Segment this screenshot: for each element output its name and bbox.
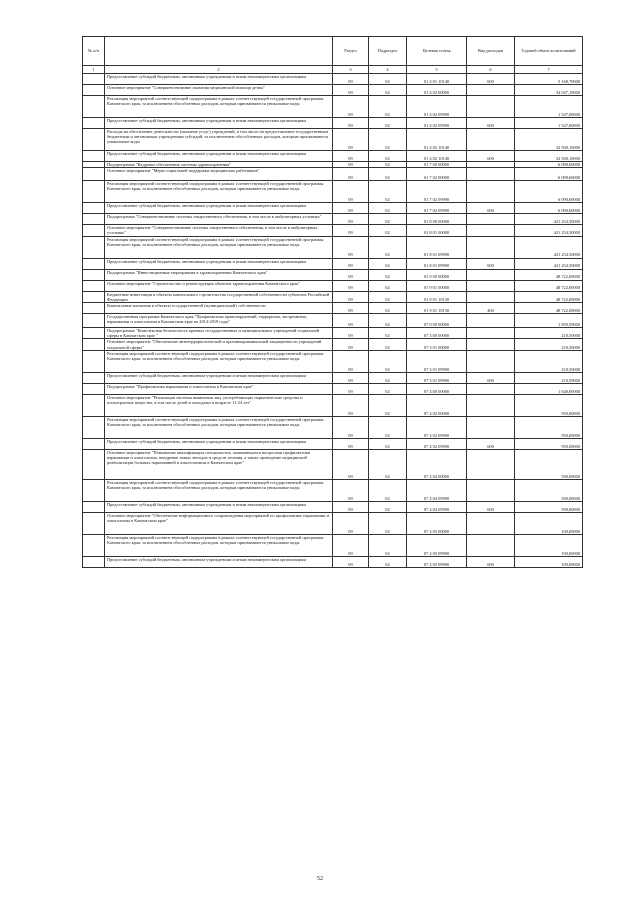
budget-table xyxy=(82,36,583,568)
amount-cell: 34 047,10000 xyxy=(515,85,583,96)
number-cell xyxy=(83,269,105,280)
amount-cell: 1 547,00000 xyxy=(515,118,583,129)
target-article-cell: 01 7 02 00000 xyxy=(407,168,467,181)
number-cell xyxy=(83,74,105,85)
expense-type-cell xyxy=(467,129,515,151)
amount-cell: 950,00000 xyxy=(515,416,583,438)
subsection-cell: 02 xyxy=(369,151,407,162)
name-cell: Предоставление субсидий бюджетным, автономным учреждениям и иным некоммерческим организациям xyxy=(105,372,333,383)
table-row xyxy=(83,479,583,501)
section-cell: 09 xyxy=(333,129,369,151)
number-cell xyxy=(83,118,105,129)
name-cell: Реализация мероприятий соответствующей подпрограммы в рамках соответствующей государственной программы Камчатского края, за исключением обособленных расходов, которым присваиваются уникальные коды xyxy=(105,534,333,556)
table-row xyxy=(83,129,583,151)
table-row xyxy=(83,214,583,225)
expense-type-cell xyxy=(467,236,515,258)
name-cell: Капитальные вложения в объекты государственной (муниципальной) собственности xyxy=(105,303,333,314)
amount-cell: 950,00000 xyxy=(515,394,583,416)
expense-type-cell xyxy=(467,350,515,372)
number-cell xyxy=(83,85,105,96)
name-cell: Предоставление субсидий бюджетным, автономным учреждениям и иным некоммерческим организациям xyxy=(105,438,333,449)
number-cell xyxy=(83,129,105,151)
amount-cell: 421 254,50000 xyxy=(515,258,583,269)
subsection-cell: 02 xyxy=(369,118,407,129)
expense-type-cell: 600 xyxy=(467,118,515,129)
number-cell xyxy=(83,168,105,181)
expense-type-cell: 600 xyxy=(467,203,515,214)
subsection-cell: 02 xyxy=(369,269,407,280)
expense-type-cell xyxy=(467,416,515,438)
amount-cell: 48 722,00000 xyxy=(515,291,583,302)
section-cell: 09 xyxy=(333,118,369,129)
target-article-cell: 01 4 02 10140 xyxy=(407,129,467,151)
expense-type-cell: 400 xyxy=(467,303,515,314)
table-row xyxy=(83,449,583,479)
amount-cell: 210,50000 xyxy=(515,328,583,339)
expense-type-cell xyxy=(467,225,515,236)
section-cell: 09 xyxy=(333,280,369,291)
expense-type-cell xyxy=(467,280,515,291)
subsection-cell: 02 xyxy=(369,479,407,501)
expense-type-cell xyxy=(467,383,515,394)
name-cell: Основное мероприятие "Совершенствование оказания медицинской помощи детям" xyxy=(105,85,333,96)
name-cell: Предоставление субсидий бюджетным, автономным учреждениям и иным некоммерческим организациям xyxy=(105,74,333,85)
name-cell: Реализация мероприятий соответствующей подпрограммы в рамках соответствующей государственной программы Камчатского края, за исключением обособленных расходов, которым присваиваются уникальные коды xyxy=(105,181,333,203)
amount-cell: 32 500,10000 xyxy=(515,129,583,151)
col-header-subsection: Подраздел xyxy=(369,37,407,66)
name-cell: Основное мероприятие "Реализация системы выявления лиц, употребляющих наркотические средства и психотропные вещества, в том числе детей и молодежи в возрасте 11-24 лет" xyxy=(105,394,333,416)
amount-cell: 100,00000 xyxy=(515,512,583,534)
subsection-cell: 02 xyxy=(369,181,407,203)
subsection-cell: 02 xyxy=(369,394,407,416)
table-row xyxy=(83,372,583,383)
expense-type-cell xyxy=(467,314,515,328)
target-article-cell: 07 4 02 09990 xyxy=(407,438,467,449)
expense-type-cell xyxy=(467,328,515,339)
column-number: 4 xyxy=(369,66,407,74)
amount-cell: 100,00000 xyxy=(515,534,583,556)
section-cell: 09 xyxy=(333,394,369,416)
table-row xyxy=(83,438,583,449)
section-cell: 09 xyxy=(333,303,369,314)
name-cell: Реализация мероприятий соответствующей подпрограммы в рамках соответствующей государственной программы Камчатского края, за исключением обособленных расходов, которым присваиваются уникальные коды xyxy=(105,350,333,372)
subsection-cell: 02 xyxy=(369,74,407,85)
name-cell: Основное мероприятие "Строительство и реконструкция объектов здравоохранения Камчатского края" xyxy=(105,280,333,291)
subsection-cell: 02 xyxy=(369,328,407,339)
target-article-cell: 01 7 02 09990 xyxy=(407,181,467,203)
subsection-cell: 02 xyxy=(369,258,407,269)
target-article-cell: 01 4 02 10140 xyxy=(407,151,467,162)
number-cell xyxy=(83,96,105,118)
subsection-cell: 02 xyxy=(369,280,407,291)
section-cell: 09 xyxy=(333,350,369,372)
number-cell xyxy=(83,479,105,501)
name-cell: Подпрограмма "Инвестиционные мероприятия в здравоохранении Камчатского края" xyxy=(105,269,333,280)
amount-cell: 950,00000 xyxy=(515,438,583,449)
expense-type-cell xyxy=(467,534,515,556)
column-number: 2 xyxy=(105,66,333,74)
target-article-cell: 01 7 00 00000 xyxy=(407,162,467,168)
section-cell: 09 xyxy=(333,236,369,258)
target-article-cell: 01 8 01 09990 xyxy=(407,236,467,258)
table-row xyxy=(83,280,583,291)
amount-cell: 48 722,00000 xyxy=(515,280,583,291)
subsection-cell: 02 xyxy=(369,350,407,372)
table-row xyxy=(83,314,583,328)
name-cell: Основное мероприятие "Повышение квалификации специалистов, занимающихся вопросами профилактики наркомании и алкоголизма, внедрение новых методов и средств лечения, а также проведение медицинской реабилитации больных наркоманией и алкоголизмом в Камчатском крае" xyxy=(105,449,333,479)
name-cell: Предоставление субсидий бюджетным, автономным учреждениям и иным некоммерческим организациям xyxy=(105,258,333,269)
number-cell xyxy=(83,203,105,214)
col-header-section: Раздел xyxy=(333,37,369,66)
section-cell: 09 xyxy=(333,416,369,438)
table-row xyxy=(83,269,583,280)
amount-cell: 1 850,50000 xyxy=(515,314,583,328)
expense-type-cell xyxy=(467,394,515,416)
name-cell: Предоставление субсидий бюджетным, автономным учреждениям и иным некоммерческим организациям xyxy=(105,118,333,129)
target-article-cell: 01 8 01 09990 xyxy=(407,258,467,269)
number-cell xyxy=(83,339,105,350)
target-article-cell: 07 4 04 00000 xyxy=(407,449,467,479)
number-cell xyxy=(83,512,105,534)
name-cell: Государственная программа Камчатского края "Профилактика правонарушений, терроризма, экстремизма, наркомании и алкоголизма в Камчатском крае на 2014-2018 годы" xyxy=(105,314,333,328)
target-article-cell: 07 0 00 00000 xyxy=(407,314,467,328)
name-cell: Реализация мероприятий соответствующей подпрограммы в рамках соответствующей государственной программы Камчатского края, за исключением обособленных расходов, которым присваиваются уникальные коды xyxy=(105,479,333,501)
section-cell: 09 xyxy=(333,203,369,214)
section-cell: 09 xyxy=(333,168,369,181)
number-cell xyxy=(83,303,105,314)
name-cell: Основное мероприятие "Обеспечение информационного сопровождения мероприятий по профилактике наркомании и алкоголизма в Камчатском крае" xyxy=(105,512,333,534)
target-article-cell: 01 4 02 09990 xyxy=(407,96,467,118)
table-row xyxy=(83,203,583,214)
name-cell: Бюджетные инвестиции в объекты капитального строительства государственной собственности субъектов Российской Федерации xyxy=(105,291,333,302)
section-cell: 09 xyxy=(333,479,369,501)
subsection-cell: 02 xyxy=(369,225,407,236)
target-article-cell: 01 9 01 10130 xyxy=(407,303,467,314)
amount-cell: 48 722,00000 xyxy=(515,303,583,314)
amount-cell: 590,00000 xyxy=(515,501,583,512)
section-cell: 09 xyxy=(333,214,369,225)
number-cell xyxy=(83,372,105,383)
table-row xyxy=(83,416,583,438)
section-cell: 09 xyxy=(333,151,369,162)
table-row xyxy=(83,328,583,339)
target-article-cell: 01 8 00 00000 xyxy=(407,214,467,225)
number-cell xyxy=(83,236,105,258)
section-cell: 09 xyxy=(333,512,369,534)
name-cell: Подпрограмма "Комплексная безопасность краевых государственных и муниципальных учреждений социальной сферы в Камчатском крае " xyxy=(105,328,333,339)
column-number: 7 xyxy=(515,66,583,74)
section-cell: 09 xyxy=(333,501,369,512)
name-cell: Предоставление субсидий бюджетным, автономным учреждениям и иным некоммерческим организациям xyxy=(105,556,333,567)
target-article-cell: 01 4 01 10140 xyxy=(407,74,467,85)
expense-type-cell: 600 xyxy=(467,151,515,162)
expense-type-cell: 600 xyxy=(467,372,515,383)
section-cell: 09 xyxy=(333,383,369,394)
target-article-cell: 07 4 05 09990 xyxy=(407,556,467,567)
name-cell: Основное мероприятие "Обеспечение антитеррористической и противокриминальной защищенности учреждений социальной сферы" xyxy=(105,339,333,350)
subsection-cell: 02 xyxy=(369,214,407,225)
col-header-target-article: Целевая статья xyxy=(407,37,467,66)
subsection-cell: 02 xyxy=(369,383,407,394)
number-cell xyxy=(83,314,105,328)
table-row xyxy=(83,168,583,181)
subsection-cell: 02 xyxy=(369,556,407,567)
number-cell xyxy=(83,291,105,302)
expense-type-cell: 600 xyxy=(467,501,515,512)
target-article-cell: 07 4 04 09990 xyxy=(407,479,467,501)
target-article-cell: 01 7 02 09990 xyxy=(407,203,467,214)
table-row xyxy=(83,291,583,302)
section-cell: 09 xyxy=(333,291,369,302)
subsection-cell: 02 xyxy=(369,85,407,96)
section-cell: 09 xyxy=(333,328,369,339)
target-article-cell: 07 3 01 09990 xyxy=(407,350,467,372)
subsection-cell: 02 xyxy=(369,449,407,479)
amount-cell: 100,00000 xyxy=(515,556,583,567)
amount-cell: 421 254,50000 xyxy=(515,214,583,225)
amount-cell: 421 254,50000 xyxy=(515,225,583,236)
expense-type-cell xyxy=(467,339,515,350)
column-number: 6 xyxy=(467,66,515,74)
section-cell: 09 xyxy=(333,339,369,350)
subsection-cell: 02 xyxy=(369,236,407,258)
number-cell xyxy=(83,534,105,556)
column-number-row xyxy=(83,66,583,74)
amount-cell: 48 722,00000 xyxy=(515,269,583,280)
target-article-cell: 07 3 01 00000 xyxy=(407,339,467,350)
subsection-cell: 02 xyxy=(369,203,407,214)
name-cell: Подпрограмма "Совершенствование системы лекарственного обеспечения, в том числе в амбулаторных условиях" xyxy=(105,214,333,225)
table-row xyxy=(83,383,583,394)
number-cell xyxy=(83,258,105,269)
column-number: 5 xyxy=(407,66,467,74)
table-row xyxy=(83,556,583,567)
table-body xyxy=(83,74,583,568)
number-cell xyxy=(83,350,105,372)
table-row xyxy=(83,118,583,129)
column-number: 1 xyxy=(83,66,105,74)
table-row xyxy=(83,258,583,269)
target-article-cell: 01 9 00 00000 xyxy=(407,269,467,280)
amount-cell: 6 090,60000 xyxy=(515,181,583,203)
expense-type-cell: 600 xyxy=(467,74,515,85)
number-cell xyxy=(83,151,105,162)
number-cell xyxy=(83,438,105,449)
name-cell: Основное мероприятие "Совершенствование системы лекарственного обеспечения, в том числе в амбулаторных условиях" xyxy=(105,225,333,236)
number-cell xyxy=(83,214,105,225)
name-cell: Предоставление субсидий бюджетным, автономным учреждениям и иным некоммерческим организациям xyxy=(105,501,333,512)
section-cell: 09 xyxy=(333,314,369,328)
target-article-cell: 07 4 02 09990 xyxy=(407,416,467,438)
target-article-cell: 01 8 01 00000 xyxy=(407,225,467,236)
subsection-cell: 02 xyxy=(369,501,407,512)
name-cell: Реализация мероприятий соответствующей подпрограммы в рамках соответствующей государственной программы Камчатского края, за исключением обособленных расходов, которым присваиваются уникальные коды xyxy=(105,416,333,438)
subsection-cell: 02 xyxy=(369,372,407,383)
table-row xyxy=(83,501,583,512)
table-row xyxy=(83,85,583,96)
amount-cell: 1 640,00000 xyxy=(515,383,583,394)
number-cell xyxy=(83,556,105,567)
section-cell: 09 xyxy=(333,85,369,96)
name-cell: Подпрограмма "Кадровое обеспечение системы здравоохранения" xyxy=(105,162,333,168)
target-article-cell: 07 4 02 00000 xyxy=(407,394,467,416)
number-cell xyxy=(83,280,105,291)
amount-cell: 6 090,60000 xyxy=(515,203,583,214)
table-row xyxy=(83,512,583,534)
subsection-cell: 02 xyxy=(369,96,407,118)
subsection-cell: 02 xyxy=(369,303,407,314)
section-cell: 09 xyxy=(333,96,369,118)
target-article-cell: 01 9 01 00000 xyxy=(407,280,467,291)
table-row xyxy=(83,181,583,203)
name-cell: Предоставление субсидий бюджетным, автономным учреждениям и иным некоммерческим организациям xyxy=(105,203,333,214)
section-cell: 09 xyxy=(333,225,369,236)
table-row xyxy=(83,236,583,258)
amount-cell: 590,00000 xyxy=(515,479,583,501)
amount-cell: 6 090,60000 xyxy=(515,168,583,181)
subsection-cell: 02 xyxy=(369,314,407,328)
col-header-expense-type: Вид расходов xyxy=(467,37,515,66)
amount-cell: 590,00000 xyxy=(515,449,583,479)
col-header-name xyxy=(105,37,333,66)
column-number: 3 xyxy=(333,66,369,74)
amount-cell: 210,50000 xyxy=(515,372,583,383)
expense-type-cell xyxy=(467,214,515,225)
expense-type-cell: 600 xyxy=(467,556,515,567)
subsection-cell: 02 xyxy=(369,512,407,534)
table-header xyxy=(83,37,583,66)
target-article-cell: 01 4 02 09990 xyxy=(407,118,467,129)
document-page xyxy=(82,36,582,568)
subsection-cell: 02 xyxy=(369,534,407,556)
table-row xyxy=(83,534,583,556)
number-cell xyxy=(83,501,105,512)
subsection-cell: 02 xyxy=(369,291,407,302)
expense-type-cell xyxy=(467,168,515,181)
target-article-cell: 07 3 00 00000 xyxy=(407,328,467,339)
section-cell: 09 xyxy=(333,181,369,203)
number-cell xyxy=(83,225,105,236)
number-cell xyxy=(83,383,105,394)
subsection-cell: 02 xyxy=(369,129,407,151)
subsection-cell: 02 xyxy=(369,438,407,449)
expense-type-cell xyxy=(467,449,515,479)
expense-type-cell xyxy=(467,291,515,302)
number-cell xyxy=(83,449,105,479)
subsection-cell: 02 xyxy=(369,162,407,168)
section-cell: 09 xyxy=(333,438,369,449)
number-cell xyxy=(83,328,105,339)
section-cell: 09 xyxy=(333,269,369,280)
expense-type-cell xyxy=(467,181,515,203)
table-row xyxy=(83,350,583,372)
col-header-annual-amount: Годовой объем ассигнований xyxy=(515,37,583,66)
page-number: 52 xyxy=(317,876,323,882)
table-row xyxy=(83,394,583,416)
expense-type-cell xyxy=(467,479,515,501)
table-row xyxy=(83,74,583,85)
expense-type-cell xyxy=(467,85,515,96)
amount-cell: 210,50000 xyxy=(515,350,583,372)
table-row xyxy=(83,303,583,314)
expense-type-cell xyxy=(467,512,515,534)
table-row xyxy=(83,96,583,118)
amount-cell: 210,50000 xyxy=(515,339,583,350)
name-cell: Основное мероприятие "Меры социальной поддержки медицинских работников" xyxy=(105,168,333,181)
section-cell: 09 xyxy=(333,534,369,556)
amount-cell: 1 547,00000 xyxy=(515,96,583,118)
target-article-cell: 07 4 05 09990 xyxy=(407,534,467,556)
target-article-cell: 01 9 01 10130 xyxy=(407,291,467,302)
section-cell: 09 xyxy=(333,74,369,85)
table-row xyxy=(83,225,583,236)
name-cell: Реализация мероприятий соответствующей подпрограммы в рамках соответствующей государственной программы Камчатского края, за исключением обособленных расходов, которым присваиваются уникальные коды xyxy=(105,236,333,258)
target-article-cell: 07 3 01 09990 xyxy=(407,372,467,383)
subsection-cell: 02 xyxy=(369,416,407,438)
amount-cell: 32 500,10000 xyxy=(515,151,583,162)
target-article-cell: 07 4 00 00000 xyxy=(407,383,467,394)
target-article-cell: 01 4 02 00000 xyxy=(407,85,467,96)
section-cell: 09 xyxy=(333,372,369,383)
table-row xyxy=(83,339,583,350)
name-cell: Расходы на обеспечение деятельности (оказание услуг) учреждений, в том числе на предоставление государственным бюджетным и автономным учреждениям субсидий, за исключением обособленных расходов, которым присваиваются уникальные коды xyxy=(105,129,333,151)
name-cell: Подпрограмма "Профилактика наркомании и алкоголизма в Камчатском крае" xyxy=(105,383,333,394)
name-cell: Реализация мероприятий соответствующей подпрограммы в рамках соответствующей государственной программы Камчатского края, за исключением обособленных расходов, которым присваиваются уникальные коды xyxy=(105,96,333,118)
subsection-cell: 02 xyxy=(369,168,407,181)
amount-cell: 6 090,60000 xyxy=(515,162,583,168)
expense-type-cell: 600 xyxy=(467,438,515,449)
table-row xyxy=(83,151,583,162)
amount-cell: 421 254,50000 xyxy=(515,236,583,258)
number-cell xyxy=(83,394,105,416)
target-article-cell: 07 4 05 00000 xyxy=(407,512,467,534)
name-cell: Предоставление субсидий бюджетным, автономным учреждениям и иным некоммерческим организациям xyxy=(105,151,333,162)
target-article-cell: 07 4 04 09990 xyxy=(407,501,467,512)
number-cell xyxy=(83,416,105,438)
amount-cell: 5 168,70000 xyxy=(515,74,583,85)
expense-type-cell xyxy=(467,96,515,118)
expense-type-cell xyxy=(467,269,515,280)
section-cell: 09 xyxy=(333,556,369,567)
section-cell: 09 xyxy=(333,162,369,168)
subsection-cell: 02 xyxy=(369,339,407,350)
section-cell: 09 xyxy=(333,258,369,269)
number-cell xyxy=(83,181,105,203)
section-cell: 09 xyxy=(333,449,369,479)
col-header-number: № п/п xyxy=(83,37,105,66)
expense-type-cell: 600 xyxy=(467,258,515,269)
